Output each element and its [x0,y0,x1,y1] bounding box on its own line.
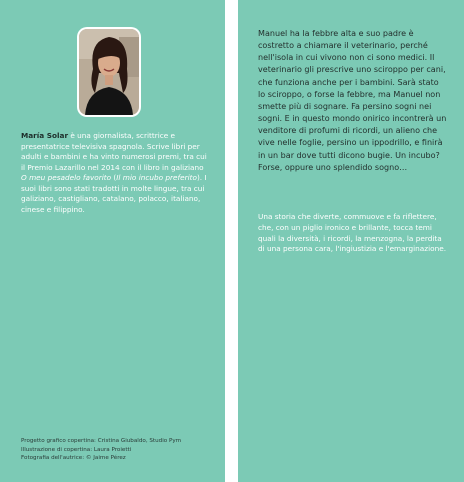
author-portrait-image [79,29,139,115]
credit-line-photo: Fotografia dell'autrice: © Jaime Pérez [21,455,126,461]
bio-text-paren: ( [111,173,117,183]
author-photo [77,27,141,117]
credits [21,437,211,463]
credit-line-cover-design: Progetto grafico copertina: Cristina Giubaldo, Studio Pym [21,438,182,444]
book-italian-title: Il mio incubo preferito [116,173,197,183]
bio-text-tail: ). I suoi libri sono stati tradotti in molte lingue, tra cui galiziano, castigliano, catalano, polacco, italiano, cinese e filippino. [21,173,207,214]
author-bio [21,131,207,215]
back-cover-left-panel [0,0,225,482]
book-tagline: Una storia che diverte, commuove e fa riflettere, che, con un piglio ironico e brillante, tocca temi quali la diversità, i ricordi, la menzogna, la perdita di una persona cara, l'ingiustizia e l'emarginazione. [258,212,447,254]
book-synopsis: Manuel ha la febbre alta e suo padre è costretto a chiamare il veterinario, perché nell'isola in cui vivono non ci sono medici. Il veterinario gli prescrive uno sciroppo per cani, che funziona anche per i bambini. Sarà stato lo sciroppo, o forse la febbre, ma Manuel non smette più di sognare. Fa persino sogni nei sogni. E in questo mondo onirico incontrerà un venditore di profumi di ricordi, un alieno che vive nelle foglie, persino un ippodrillo, e finirà in un bar dove tutti dicono bugie. Un incubo? Forse, oppure uno splendido sogno… [258,29,447,172]
credit-line-illustration: Illustrazione di copertina: Laura Proietti [21,446,132,453]
book-original-title: O meu pesadelo favorito [21,173,112,183]
bio-text-lead: è una giornalista, scrittrice e presentatrice televisiva spagnola. Scrive libri per adulti e bambini e ha vinto numerosi premi, tra cui il Premio Lazarillo nel 2014 con il libro in galiziano [21,131,207,172]
author-name: María Solar [21,131,69,140]
